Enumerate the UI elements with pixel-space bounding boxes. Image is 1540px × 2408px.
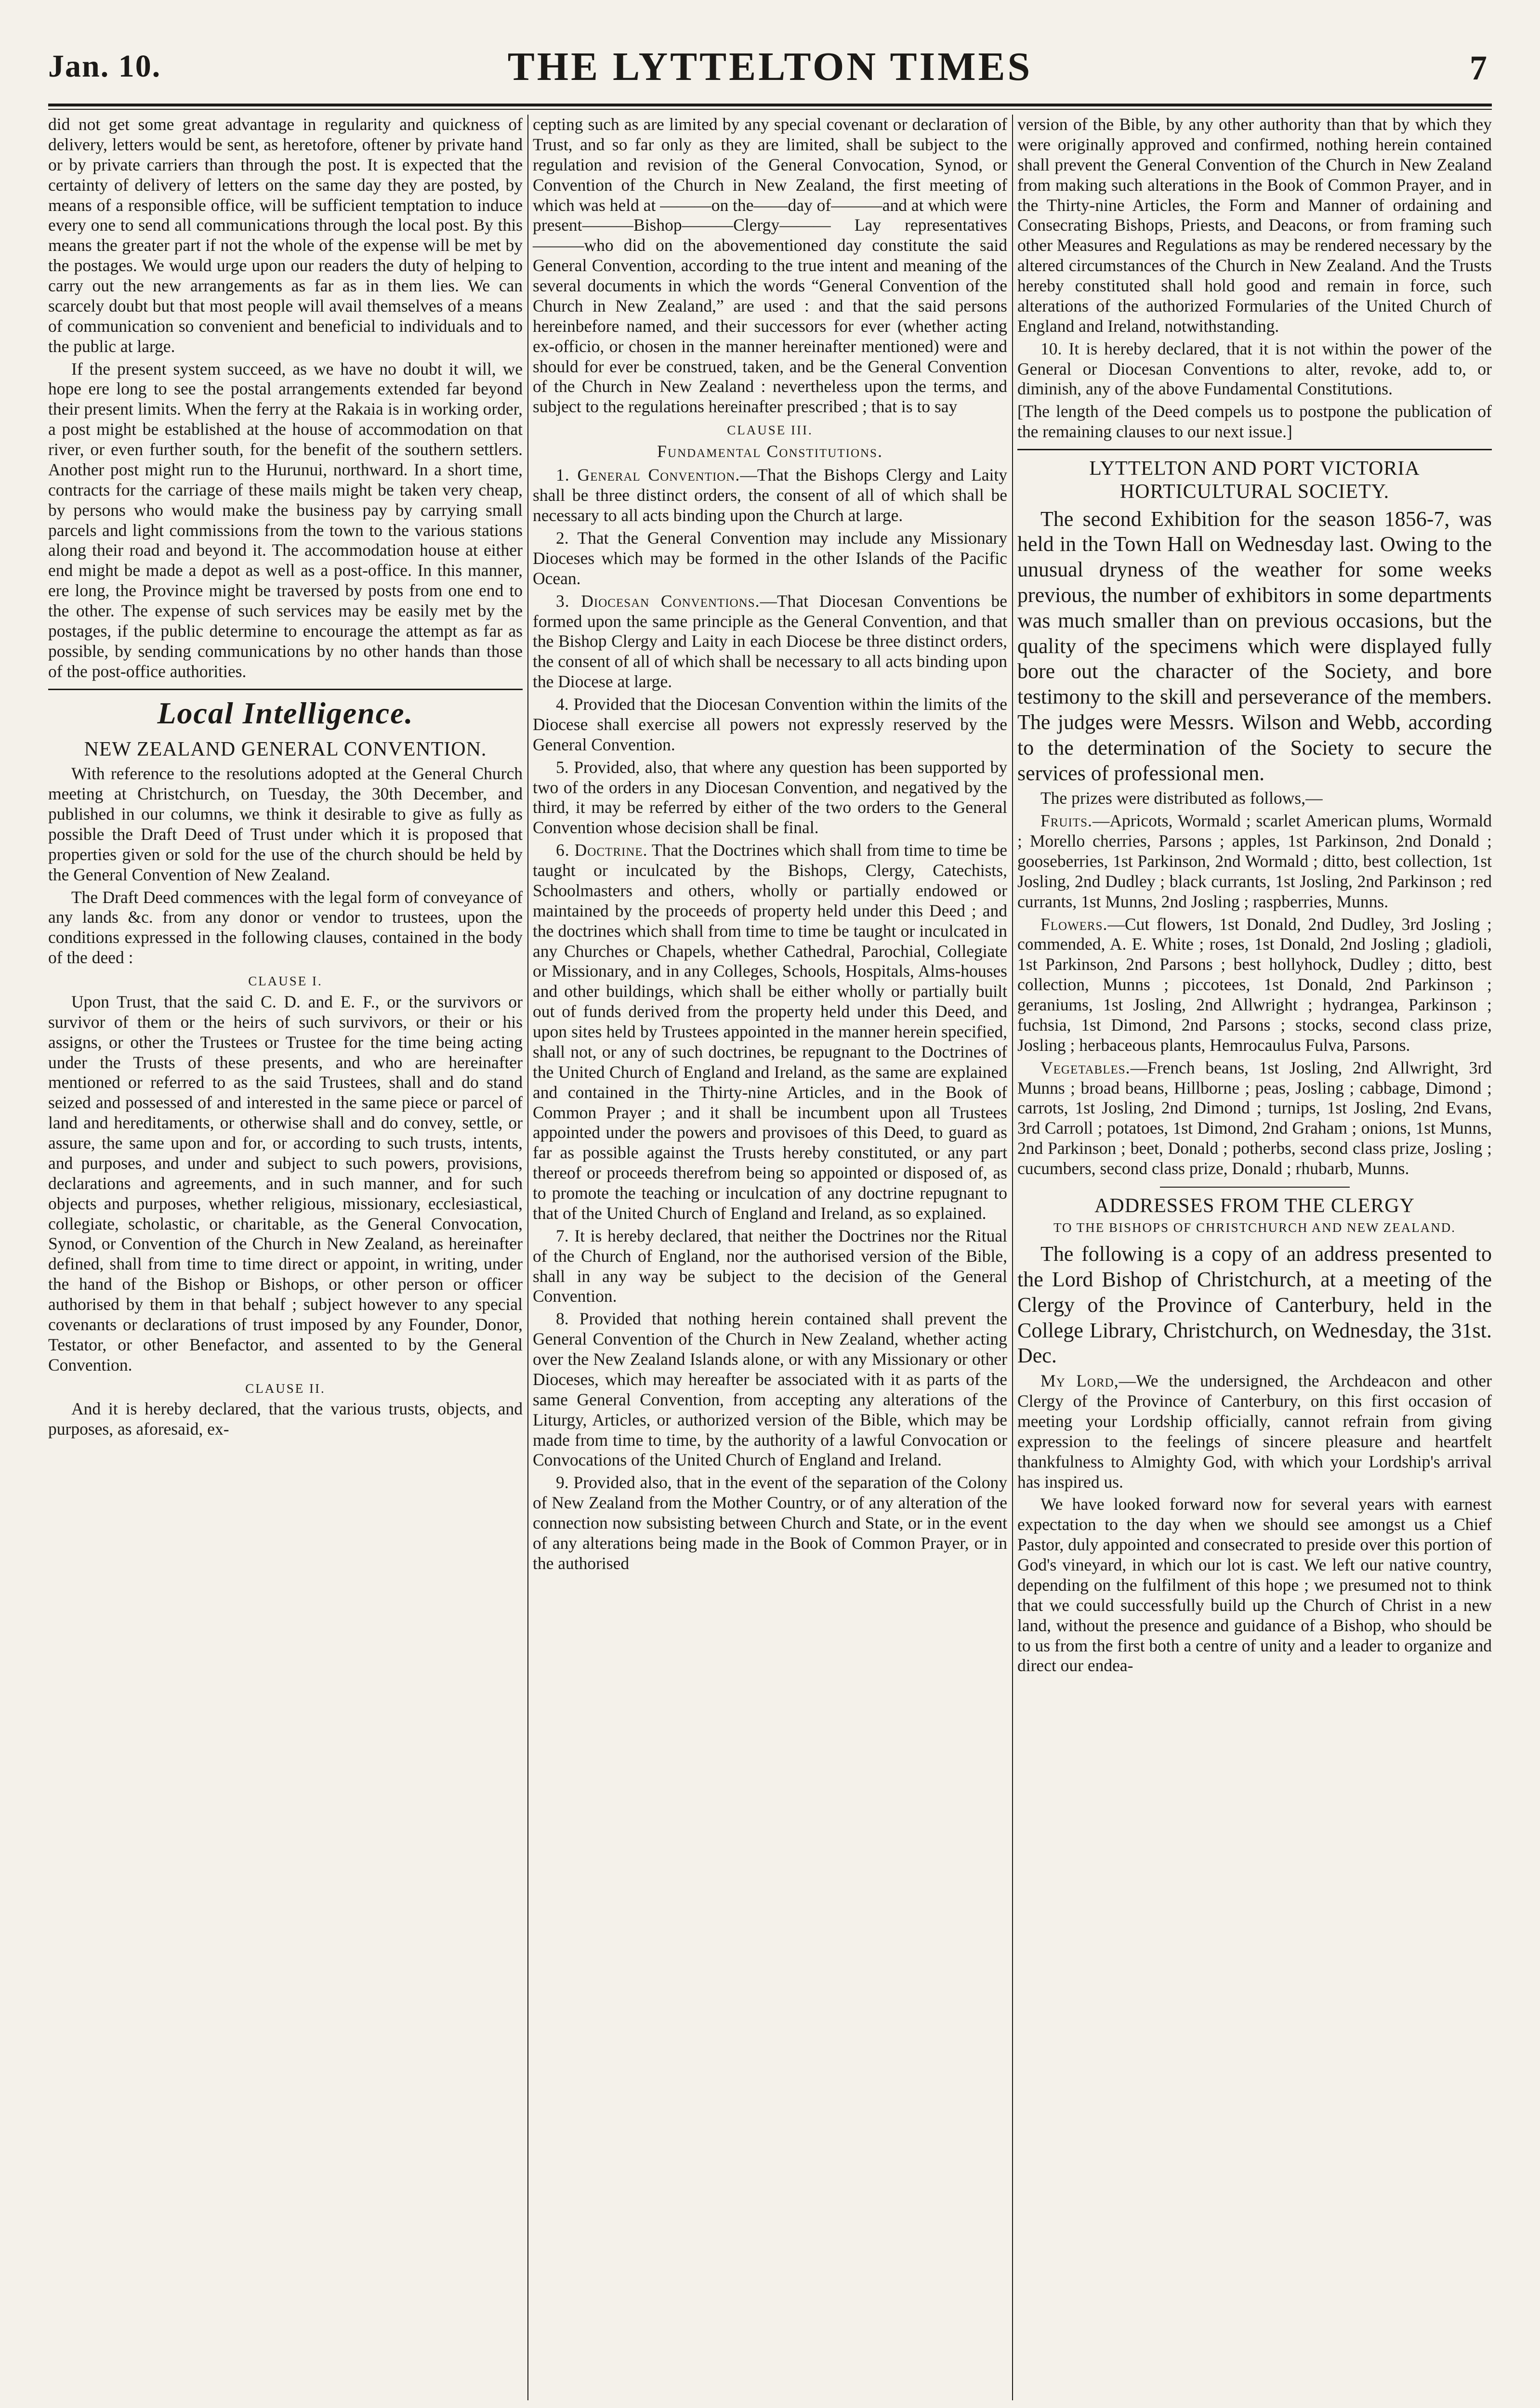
constitution-item-4: 4. Provided that the Diocesan Convention within the limits of the Diocese shall exercise all powers not expressly reserved by the General Convention. — [533, 694, 1007, 754]
constitution-item-3 — [533, 591, 1007, 692]
item-6-text: That the Doctrines which shall from time to time be taught or inculcated by the Bishops, Clergy, Catechists, Schoolmasters and others, wholly or partially endowed or maintained by the proceeds of property held under this Deed ; and the doctrines which shall from time to time be taught or inculcated in any Churches or Chapels, whether Cathedral, Parochial, Collegiate or Missionary, and in any Colleges, Schools, Hospitals, Alms-houses and other buildings, which shall be either wholly or partially built out of funds derived from the property held under this Deed, and upon sites held by Trustees appointed in the manner herein specified, shall not, or any of such doctrines, be repugnant to the Doctrines of the United Church of England and Ireland, as the same are explained and contained in the Thirty-nine Articles, and in the Book of Common Prayer ; and it shall be incumbent upon all Trustees appointed under the powers and provisoes of this Deed, to guard as far as possible against the Trusts hereby constituted, or any part thereof or proceeds therefrom being so appointed or disposed of, as to promote the teaching or inculcation of any doctrine repugnant to that of the United Church of England and Ireland, as so explained. — [533, 840, 1008, 1223]
column-2 — [533, 115, 1007, 1576]
constitution-item-10: 10. It is hereby declared, that it is not within the power of the General or Diocesan Conventions to alter, revoke, add to, or diminish, any of the above Fundamental Constitutions. — [1017, 339, 1492, 399]
constitution-item-6 — [533, 840, 1007, 1224]
address-text: —We the undersigned, the Archdeacon and other Clergy of the Province of Canterbury, on this first occasion of meeting your Lordship officially, cannot refrain from giving expression to the feelings of sincere pleasure and heartfelt thankfulness to Almighty God, with which your Lordship's arrival has inspired us. — [1017, 1371, 1492, 1492]
clause-1-title: CLAUSE I. — [248, 974, 323, 989]
article-divider — [1017, 449, 1492, 450]
column-3 — [1017, 115, 1492, 1678]
clause-3-title: CLAUSE III. — [727, 423, 813, 438]
column-divider-2 — [1012, 115, 1013, 2400]
prizes-flowers — [1017, 915, 1492, 1056]
page-number: 7 — [1470, 49, 1487, 87]
item-1-text: —That the Bishops Clergy and Laity shall be three distinct orders, the consent of all of which shall be necessary to all acts binding upon the Church at large. — [533, 465, 1008, 525]
convention-intro-paragraph: With reference to the resolutions adopted at the General Church meeting at Christchurch, on Tuesday, the 30th December, and published in our columns, we think it desirable to give as fully as possible the Draft Deed of Trust under which it is proposed that properties given or sold for the use of the church should be held by the General Convention of New Zealand. — [48, 764, 523, 884]
clause-2-title: CLAUSE II. — [245, 1381, 326, 1396]
flowers-label: Flowers. — [1040, 914, 1108, 934]
article-title-horticultural-society: LYTTELTON AND PORT VICTORIA HORTICULTURAL SOCIETY. — [1089, 458, 1420, 503]
draft-deed-paragraph: The Draft Deed commences with the legal form of conveyance of any lands &c. from any donor or vendor to trustees, upon the conditions expressed in the following clauses, contained in the body of the deed : — [48, 887, 523, 968]
prizes-fruits — [1017, 811, 1492, 912]
article-title-addresses: ADDRESSES FROM THE CLERGY — [1094, 1194, 1415, 1217]
fundamental-constitutions-heading: Fundamental Constitutions. — [657, 441, 883, 461]
constitution-item-1 — [533, 465, 1007, 526]
constitution-item-8: 8. Provided that nothing herein contained shall prevent the General Convention of the Church in New Zealand, whether acting over the New Zealand Islands alone, or with any Missionary or other Dioceses, which may hereafter be associated with it as parts of the same General Convention, from accepting any alterations of the Liturgy, Articles, or authorized version of the Bible, which may be made from time to time, by the authority of a lawful Convocation or Convocations of the United Church of England and Ireland. — [533, 1309, 1007, 1470]
prizes-vegetables — [1017, 1058, 1492, 1179]
article-divider-short — [1160, 1187, 1350, 1188]
item-3-text: —That Diocesan Conventions be formed upon the same principle as the General Convention, and that the Bishop Clergy and Laity in each Diocese be three distinct orders, the consent of all of which shall be necessary to all acts binding upon the Diocese at large. — [533, 591, 1007, 692]
vegetables-label: Vegetables. — [1040, 1058, 1131, 1077]
my-lord-label: My Lord, — [1040, 1371, 1119, 1391]
exhibition-paragraph: The second Exhibition for the season 1856-7, was held in the Town Hall on Wednesday last. Owing to the unusual dryness of the weather for some weeks previous, the number of exhibitors in some departments was much smaller than on previous occasions, but the quality of the specimens which were displayed fully bore out the character of the Society, and bore testimony to the skill and perseverance of the members. The judges were Messrs. Wilson and Webb, according to the determination of the Society to secure the services of professional men. — [1017, 507, 1492, 785]
item-6-label: 6. Doctrine. — [556, 840, 648, 860]
address-salutation-paragraph — [1017, 1371, 1492, 1492]
fruits-text: —Apricots, Wormald ; scarlet American plums, Wormald ; Morello cherries, Parsons ; apples, 1st Parkinson, 2nd Donald ; gooseberries, 1st Parkinson, 2nd Wormald ; ditto, best collection, 1st Josling, 2nd Dudley ; black currants, 1st Josling, 2nd Parkinson ; red currants, 1st Munns, 2nd Josling ; raspberries, Munns. — [1017, 811, 1492, 911]
postal-article-paragraph: If the present system succeed, as we have no doubt it will, we hope ere long to see the postal arrangements extended far beyond their present limits. When the ferry at the Rakaia is in working order, a post might be established at the house of accommodation on that river, or even further south, for the benefit of the southern settlers. Another post might run to the Hurunui, northward. In a short time, contracts for the carriage of these mails might be taken very cheap, by persons who would make the business pay by carrying small parcels and light commissions from the town to the various stations along their road and beyond it. The accommodation house at either end might be made a depot as well as a post-office. In this manner, ere long, the Province might be traversed by posts from one end to the other. The expense of such services may be easily met by the postages, if the public determine to encourage the attempt as far as possible, by sending communications by no other hands than those of the post-office authorities. — [48, 359, 523, 681]
constitution-item-2: 2. That the General Convention may include any Missionary Dioceses which may be formed in the other Islands of the Pacific Ocean. — [533, 528, 1007, 588]
issue-date: Jan. 10. — [48, 49, 161, 84]
address-paragraph-2: We have looked forward now for several years with earnest expectation to the day when we should see amongst us a Chief Pastor, duly appointed and consecrated to preside over this portion of God's vineyard, in which our lot is cast. We left our native country, depending on the fulfilment of this hope ; we presumed not to think that we could successfully build up the Church of Christ in a new land, without the presence and guidance of a Bishop, who should be to us from the first both a centre of unity and a leader to organize and direct our endea- — [1017, 1494, 1492, 1675]
column-1 — [48, 115, 523, 1442]
column-divider-1 — [527, 115, 528, 2400]
flowers-text: —Cut flowers, 1st Donald, 2nd Dudley, 3rd Josling ; commended, A. E. White ; roses, 1st Donald, 2nd Josling ; gladioli, 1st Parkinson, 2nd Parsons ; best hollyhock, Dudley ; ditto, best collection, Munns ; piccotees, 1st Donald, 2nd Parkinson ; geraniums, 1st Josling, 2nd Allwright ; hydrangea, Parkinson ; fuchsia, 1st Dimond, 2nd Parsons ; stocks, second class prize, Josling ; herbaceous plants, Hemrocaulus Fulva, Parsons. — [1017, 914, 1492, 1055]
constitution-item-7: 7. It is hereby declared, that neither the Doctrines nor the Ritual of the Church of England, nor the authorised version of the Bible, shall in any way be subject to the decision of the General Convention. — [533, 1226, 1007, 1306]
newspaper-title: THE LYTTELTON TIMES — [507, 44, 1033, 89]
masthead-rule-thin — [48, 109, 1492, 110]
address-intro-paragraph: The following is a copy of an address presented to the Lord Bishop of Christchurch, at a meeting of the Clergy of the Province of Canterbury, held in the College Library, Christchurch, on Wednesday, the 31st. Dec. — [1017, 1242, 1492, 1368]
editorial-note: [The length of the Deed compels us to postpone the publication of the remaining clauses to our next issue.] — [1017, 402, 1492, 442]
article-title-general-convention: NEW ZEALAND GENERAL CONVENTION. — [84, 738, 487, 761]
clause-1-text: Upon Trust, that the said C. D. and E. F., or the survivors or survivor of them or the heirs of such survivors, or their or his assigns, or other the Trustees or Trustee for the time being acting under the Trusts of these presents, and who are hereinafter mentioned or referred to as the said Trustees, shall and do stand seized and possessed of and interested in the same piece or parcel of land and hereditaments, or otherwise shall and do convey, settle, or assure, the same upon and for, or according to such trusts, intents, and purposes, and under and subject to such powers, provisions, declarations and agreements, and in such manner, and for such objects and purposes, whether religious, missionary, ecclesiastical, collegiate, scholastic, or charitable, as the General Convocation, Synod, or Convention of the Church in New Zealand, as hereinafter defined, shall from time to time direct or appoint, in writing, under the hand of the Bishop or Bishops, or other person or officer authorised by them in that behalf ; subject however to any special covenants or declarations of trust imposed by any Founder, Donor, Testator, or other Benefactor, and assented to by the General Convention. — [48, 992, 523, 1374]
constitution-item-5: 5. Provided, also, that where any question has been supported by two of the orders in any Diocesan Convention, and negatived by the third, it may be referred by either of the two orders to the General Convention whose decision shall be final. — [533, 757, 1007, 838]
prizes-intro: The prizes were distributed as follows,— — [1040, 788, 1323, 808]
clause-2-text: And it is hereby declared, that the various trusts, objects, and purposes, as aforesaid, ex- — [48, 1399, 523, 1439]
section-title-local-intelligence: Local Intelligence. — [157, 695, 414, 730]
masthead — [48, 43, 1492, 101]
fruits-label: Fruits. — [1040, 811, 1092, 831]
postal-article-continued: did not get some great advantage in regularity and quickness of delivery, letters would be sent, as heretofore, oftener by private hand or by private carriers than through the post. It is expected that the certainty of delivery of letters on the same day they are posted, by means of a responsible office, will be sufficient temptation to induce every one to send all communications through the local post. By this means the greater part if not the whole of the expense will be met by the postages. We would urge upon our readers the duty of helping to carry out the new arrangements as far as in them lies. We can scarcely doubt but that most people will avail themselves of a means of communication so convenient and beneficial to individuals and to the public at large. — [48, 115, 523, 356]
section-divider — [48, 689, 523, 690]
constitution-item-9-continued: version of the Bible, by any other authority than that by which they were originally approved and confirmed, nothing herein contained shall prevent the General Convention of the Church in New Zealand from making such alterations in the Book of Common Prayer, and in the Thirty-nine Articles, the Form and Manner of ordaining and Consecrating Bishops, Priests, and Deacons, or from framing such other Measures and Regulations as may be rendered necessary by the altered circumstances of the Church in New Zealand. And the Trusts hereby constituted shall hold good and remain in force, such alterations of the authorized Formularies of the United Church of England and Ireland, notwithstanding. — [1017, 115, 1492, 336]
clause-2-continued: cepting such as are limited by any special covenant or declaration of Trust, and so far only as they are limited, shall be subject to the regulation and revision of the General Convocation, Synod, or Convention of the Church in New Zealand, the first meeting of which was held at ———on the——day of———and at which were present———Bishop———Clergy——— Lay representatives———who did on the abovementioned day constitute the said General Convention, according to the true intent and meaning of the several documents in which the words “General Convention of the Church in New Zealand,” are used : and that the said persons hereinbefore named, and their successors for ever (whether acting ex-officio, or chosen in the manner hereinafter mentioned) were and should for ever be construed, taken, and be the General Convention of the Church in New Zealand : nevertheless upon the terms, and subject to the regulations hereinafter prescribed ; that is to say — [533, 115, 1007, 417]
item-1-label: 1. General Convention. — [556, 465, 740, 485]
constitution-item-9: 9. Provided also, that in the event of the separation of the Colony of New Zealand from the Mother Country, or of any alteration of the connection now subsisting between Church and State, or in the event of any alterations being made in the Book of Common Prayer, or in the authorised — [533, 1473, 1007, 1573]
vegetables-text: —French beans, 1st Josling, 2nd Allwright, 3rd Munns ; broad beans, Hillborne ; peas, Josling ; cabbage, Dimond ; carrots, 1st Josling, 2nd Dimond ; turnips, 1st Josling, 2nd Evans, 3rd Carroll ; potatoes, 1st Dimond, 2nd Graham ; onions, 1st Munns, 2nd Parkinson ; beet, Donald ; potherbs, second class prize, Josling ; cucumbers, second class prize, Donald ; rhubarb, Munns. — [1017, 1058, 1492, 1178]
item-3-label: 3. Diocesan Conventions. — [556, 591, 760, 611]
masthead-rule — [48, 104, 1492, 106]
article-subtitle-addresses: TO THE BISHOPS OF CHRISTCHURCH AND NEW ZEALAND. — [1053, 1220, 1456, 1235]
